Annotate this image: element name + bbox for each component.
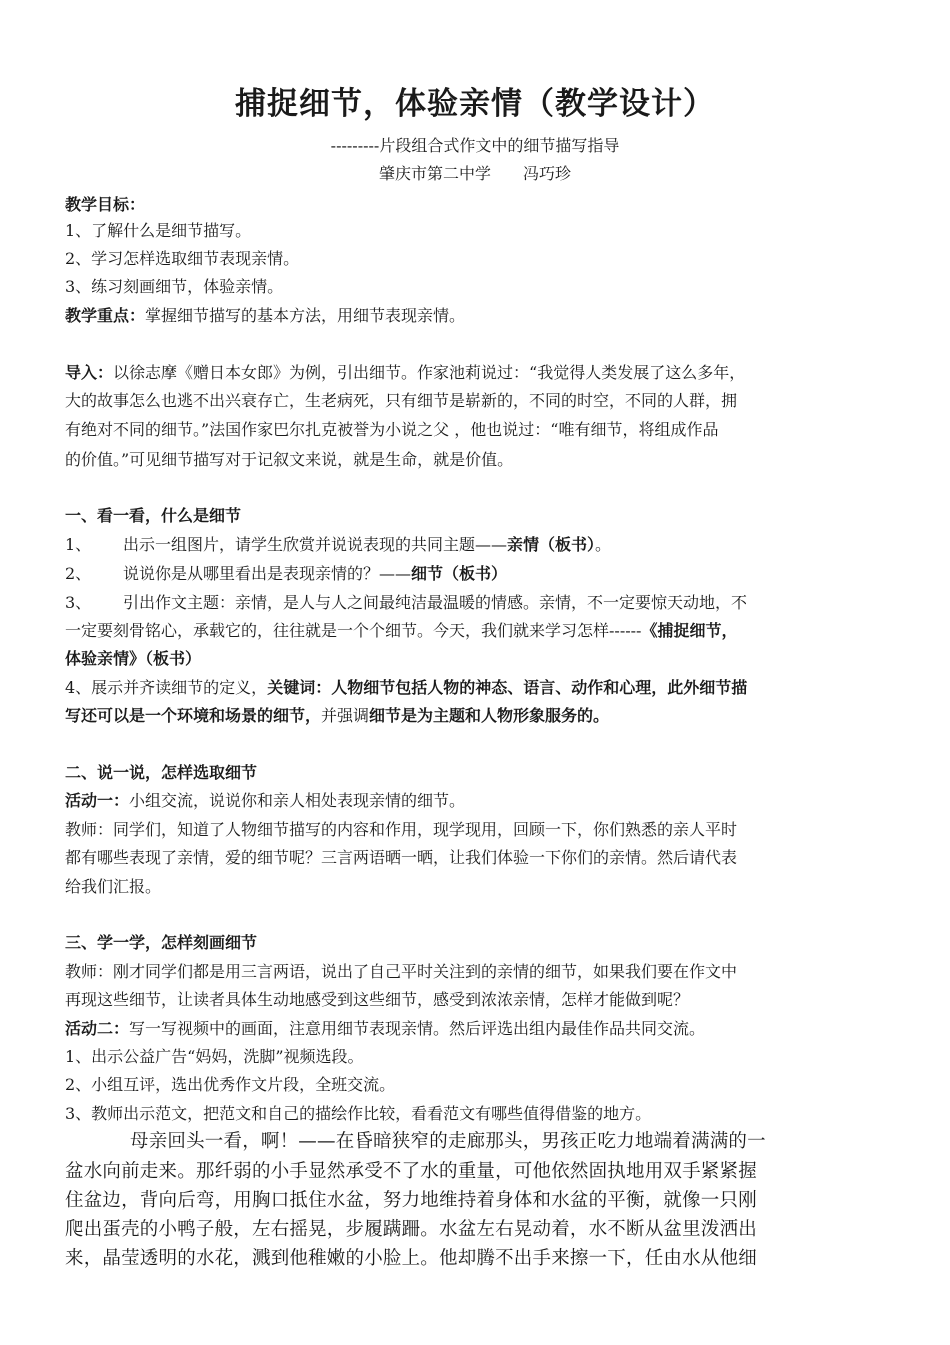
section1-step: [65, 592, 747, 614]
step-text: 出示一组图片，请学生欣赏并说说表现的共同主题——: [123, 535, 508, 554]
teacher-line: 都有哪些表现了亲情，爱的细节呢？三言两语晒一晒，让我们体验一下你们的亲情。然后请代表: [65, 848, 738, 867]
document-subtitle: ---------片段组合式作文中的细节描写指导: [330, 136, 620, 155]
goals-heading: 教学目标：: [65, 195, 146, 214]
activity-label: 活动一：: [65, 791, 130, 810]
step-text: 引出作文主题：亲情，是人与人之间最纯洁最温暖的情感。亲情，不一定要惊天动地，不: [123, 593, 748, 612]
intro-line: 有绝对不同的细节。”法国作家巴尔扎克被誉为小说之父 ，他也说过：“唯有细节，将组成作品: [65, 420, 719, 439]
section1-step: [65, 563, 507, 585]
sample-essay-line: 母亲回头一看，啊！——在昏暗狭窄的走廊那头，男孩正吃力地端着满满的一: [130, 1131, 766, 1152]
section1-step-cont: [65, 620, 737, 642]
intro-line: 大的故事怎么也逃不出兴衰存亡，生老病死，只有细节是崭新的，不同的时空，不同的人群，拥: [65, 391, 738, 410]
intro-line: 的价值。”可见细节描写对于记叙文来说，就是生命，就是价值。: [65, 450, 514, 469]
intro-label: 导入：: [65, 363, 114, 382]
step-item: 3、教师出示范文，把范文和自己的描绘作比较，看看范文有哪些值得借鉴的地方。: [65, 1104, 652, 1123]
step-bold: 关键词：人物细节包括人物的神态、语言、动作和心理，此外细节描: [267, 678, 748, 697]
key-point-line: [65, 305, 465, 327]
goal-item: 2、学习怎样选取细节表现亲情。: [65, 249, 300, 268]
section2-heading: 二、说一说，怎样选取细节: [65, 763, 258, 782]
teacher-line: 教师：同学们，知道了人物细节描写的内容和作用，现学现用，回顾一下，你们熟悉的亲人平时: [65, 820, 738, 839]
key-point-label: 教学重点：: [65, 306, 146, 325]
step-item: 2、小组互评，选出优秀作文片段，全班交流。: [65, 1075, 396, 1094]
intro-line: [65, 362, 745, 384]
goal-item: 3、练习刻画细节，体验亲情。: [65, 277, 284, 296]
section3-heading: 三、学一学，怎样刻画细节: [65, 933, 258, 952]
author-line: 肇庆市第二中学 冯巧珍: [378, 164, 571, 183]
step-number: 1、: [65, 535, 92, 554]
activity-line: [65, 1018, 705, 1040]
activity-label: 活动二：: [65, 1019, 130, 1038]
step-end: 。: [595, 535, 612, 554]
section1-step: [65, 677, 747, 699]
step-bold: 细节是为主题和人物形象服务的。: [369, 706, 610, 725]
step-text: 并强调: [321, 706, 370, 725]
step-bold: 写还可以是一个环境和场景的细节，: [65, 706, 322, 725]
step-text: 4、展示并齐读细节的定义，: [65, 678, 268, 697]
key-point-text: 掌握细节描写的基本方法，用细节表现亲情。: [145, 306, 466, 325]
step-bold: 细节（板书）: [411, 564, 508, 583]
document-title: 捕捉细节，体验亲情（教学设计）: [235, 86, 715, 122]
sample-essay-line: 盆水向前走来。那纤弱的小手显然承受不了水的重量，可他依然固执地用双手紧紧握: [65, 1161, 757, 1182]
teacher-line: 给我们汇报。: [65, 877, 162, 896]
step-number: 3、: [65, 593, 92, 612]
goal-item: 1、了解什么是细节描写。: [65, 221, 252, 240]
section1-step: [65, 534, 611, 556]
activity-text: 小组交流，说说你和亲人相处表现亲情的细节。: [129, 791, 466, 810]
step-number: 2、: [65, 564, 92, 583]
step-item: 1、出示公益广告“妈妈，洗脚”视频选段。: [65, 1047, 364, 1066]
section1-step-cont: 体验亲情》（板书）: [65, 649, 202, 668]
sample-essay-line: 住盆边，背向后弯，用胸口抵住水盆，努力地维持着身体和水盆的平衡，就像一只刚: [65, 1190, 757, 1211]
teacher-line: 再现这些细节，让读者具体生动地感受到这些细节，感受到浓浓亲情，怎样才能做到呢？: [65, 990, 690, 1009]
step-text: 说说你是从哪里看出是表现亲情的？——: [123, 564, 412, 583]
step-bold: 《捕捉细节，: [641, 621, 738, 640]
intro-text: 以徐志摩《赠日本女郎》为例，引出细节。作家池莉说过：“我觉得人类发展了这么多年，: [113, 363, 746, 382]
step-text: 一定要刻骨铭心，承载它的，往往就是一个个细节。今天，我们就来学习怎样------: [65, 621, 642, 640]
section1-step-cont: [65, 705, 609, 727]
sample-essay-line: 来，晶莹透明的水花，溅到他稚嫩的小脸上。他却腾不出手来擦一下，任由水从他细: [65, 1248, 757, 1269]
section1-heading: 一、看一看，什么是细节: [65, 506, 242, 525]
activity-text: 写一写视频中的画面，注意用细节表现亲情。然后评选出组内最佳作品共同交流。: [129, 1019, 706, 1038]
sample-essay-line: 爬出蛋壳的小鸭子般，左右摇晃，步履蹒跚。水盆左右晃动着，水不断从盆里泼洒出: [65, 1219, 757, 1240]
step-bold: 亲情（板书）: [507, 535, 596, 554]
teacher-line: 教师：刚才同学们都是用三言两语，说出了自己平时关注到的亲情的细节，如果我们要在作文中: [65, 962, 738, 981]
activity-line: [65, 790, 465, 812]
